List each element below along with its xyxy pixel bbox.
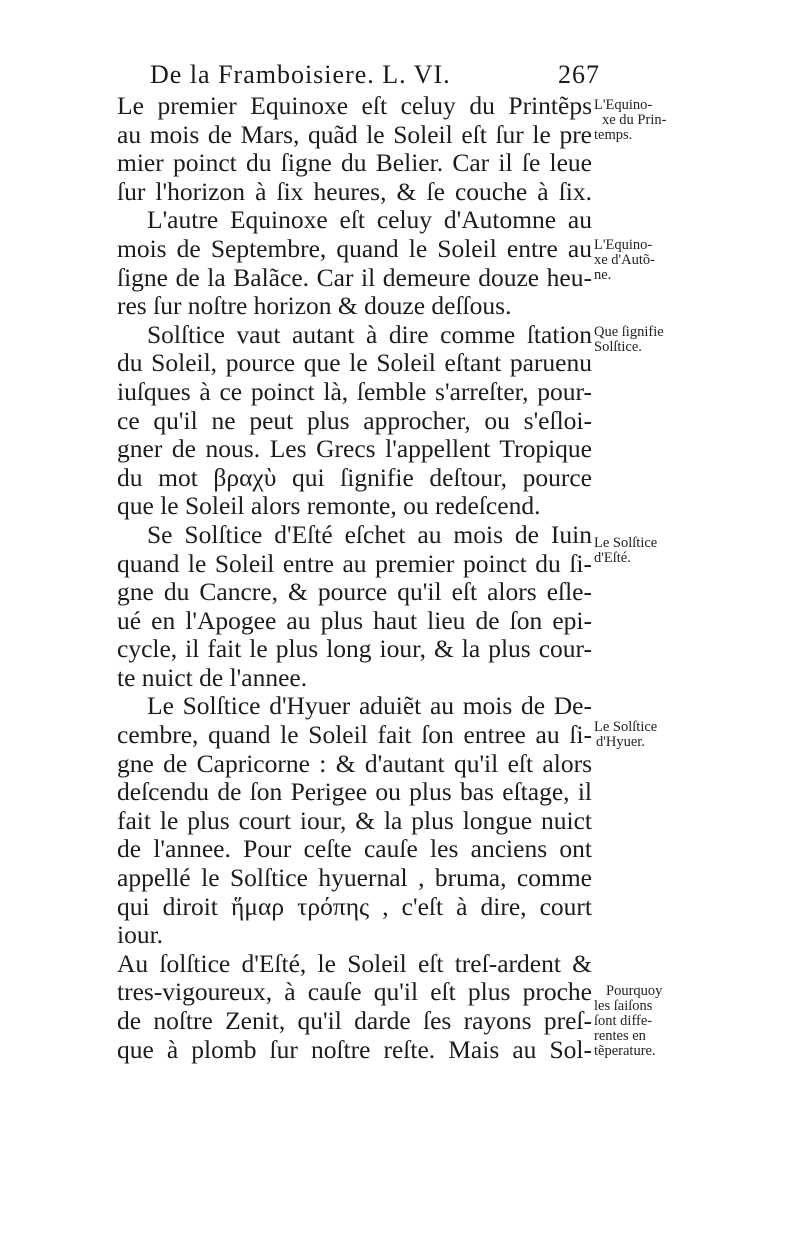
text-line: que le Soleil alors remonte, ou redeſcend. [117, 491, 541, 521]
text-line: tres-vigoureux, à cauſe qu'il eſt plus proche [117, 978, 592, 1007]
main-text-block [117, 92, 592, 1064]
marginal-note-line: Le Solſtice [594, 535, 658, 551]
text-line: quand le Soleil entre au premier poinct du ſi- [117, 549, 592, 578]
text-line: mois de Septembre, quand le Soleil entre au [117, 234, 592, 263]
text-line: fait le plus court iour, & la plus longue nuict [117, 806, 592, 835]
text-line: res ſur noſtre horizon & douze deſſous. [117, 291, 512, 321]
text-line: cembre, quand le Soleil fait ſon entree au ſi- [117, 721, 592, 750]
text-line: du Soleil, pource que le Soleil eſtant paruenu [117, 349, 592, 378]
text-line: iour. [117, 920, 164, 950]
marginal-note-line: temps. [594, 127, 633, 143]
text-line: Le Solſtice d'Hyuer aduiẽt au mois de De- [147, 692, 592, 721]
marginal-note-line: xe d'Autõ- [594, 252, 656, 268]
text-line: de l'annee. Pour ceſte cauſe les anciens ont [117, 835, 592, 864]
marginal-note-line: d'Hyuer. [596, 734, 645, 750]
text-line: de noſtre Zenit, qu'il darde ſes rayons preſ- [117, 1007, 592, 1035]
text-line: que à plomb ſur noſtre reſte. Mais au Sol- [117, 1035, 592, 1064]
marginal-note [594, 984, 662, 1059]
text-line: au mois de Mars, quãd le Soleil eſt ſur le pre [117, 120, 592, 149]
marginal-note-line: Solſtice. [594, 339, 642, 355]
running-header [150, 60, 600, 90]
text-line: gne de Capricorne : & d'autant qu'il eſt alors [117, 749, 592, 778]
page-number: 267 [558, 60, 600, 89]
text-line: Le premier Equinoxe eſt celuy du Printẽps [117, 92, 592, 120]
text-line: iuſques à ce poinct là, ſemble s'arreſter, pour- [117, 377, 592, 406]
text-line: ué en l'Apogee au plus haut lieu de ſon epi- [117, 606, 592, 635]
marginal-note-line: rentes en [594, 1028, 646, 1044]
text-line: mier poinct du ſigne du Belier. Car il ſe leue [117, 149, 592, 178]
marginal-note-line: L'Equino- [594, 237, 653, 253]
running-title: De la Framboisiere. L. VI. [150, 60, 451, 89]
text-line: deſcendu de ſon Perigee ou plus bas eſtage, il [117, 778, 592, 807]
marginal-note [594, 238, 655, 283]
marginal-note-line: tẽperature. [594, 1043, 656, 1059]
text-line: qui diroit ἥμαρ τρόπης , c'eſt à dire, court [117, 892, 592, 921]
marginal-note-line: ſont diffe- [594, 1013, 653, 1029]
text-line: ſigne de la Balãce. Car il demeure douze heu- [117, 263, 592, 292]
text-line: te nuict de l'annee. [117, 662, 308, 692]
marginal-note-line: xe du Prin- [602, 112, 667, 128]
text-line: cycle, il fait le plus long iour, & la plus cour- [117, 635, 592, 664]
text-line: du mot βραχὺ qui ſignifie deſtour, pource [117, 463, 592, 492]
text-line: Solſtice vaut autant à dire comme ſtation [147, 320, 592, 349]
marginal-note-line: Pourquoy [606, 983, 663, 999]
marginal-note-line: Le Solſtice [594, 719, 658, 735]
marginal-note-line: les ſaiſons [594, 998, 653, 1014]
marginal-note [594, 98, 666, 143]
text-line: gne du Cancre, & pource qu'il eſt alors eſle- [117, 578, 592, 607]
text-line: ſur l'horizon à ſix heures, & ſe couche à ſix. [117, 177, 592, 206]
marginal-note-line: d'Eſté. [594, 550, 631, 566]
marginal-note-line: ne. [594, 267, 612, 283]
marginal-note-line: L'Equino- [594, 97, 653, 113]
marginal-note-line: Que ſignifie [594, 324, 664, 340]
marginal-note [594, 325, 664, 355]
text-line: Se Solſtice d'Eſté eſchet au mois de Iuin [147, 520, 592, 549]
marginal-note [594, 720, 657, 750]
text-line: appellé le Solſtice hyuernal , bruma, comme [117, 864, 592, 893]
marginal-note [594, 536, 657, 566]
text-line: L'autre Equinoxe eſt celuy d'Automne au [147, 206, 592, 235]
text-line: Au ſolſtice d'Eſté, le Soleil eſt treſ-ardent & [117, 949, 592, 978]
text-line: ce qu'il ne peut plus approcher, ou s'eſloi- [117, 406, 592, 435]
text-line: gner de nous. Les Grecs l'appellent Tropique [117, 435, 592, 464]
